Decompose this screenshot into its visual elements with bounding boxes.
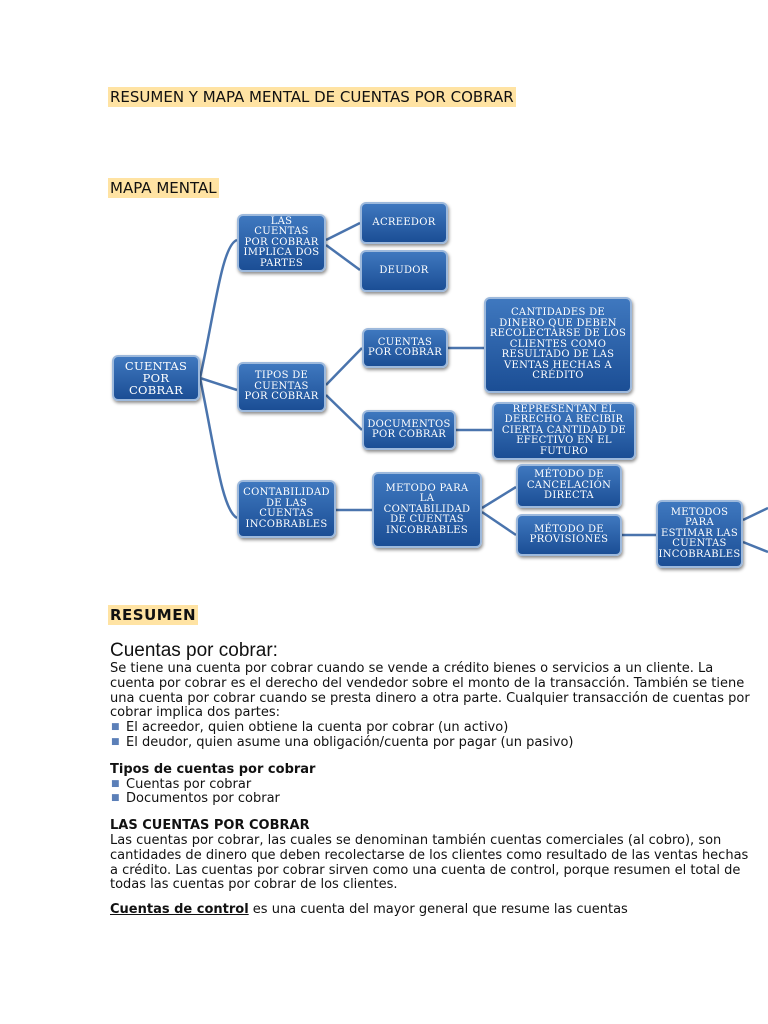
types-list <box>110 778 760 808</box>
bullet-icon: ■ <box>111 793 120 804</box>
list-item: ■ Cuentas por cobrar <box>111 776 252 792</box>
node-acreedor: ACREEDOR <box>360 202 448 244</box>
connector-root-tipos <box>200 378 237 390</box>
connector-estimar-offpage-1 <box>743 508 768 520</box>
bullet-icon: ■ <box>111 722 120 733</box>
types-heading: Tipos de cuentas por cobrar <box>110 761 316 777</box>
node-root: CUENTAS POR COBRAR <box>112 355 200 401</box>
node-metodo: METODO PARA LA CONTABILIDAD DE CUENTAS INCOBRABLES <box>372 472 482 548</box>
node-deudor: DEUDOR <box>360 250 448 292</box>
parties-list <box>110 721 760 751</box>
connector-implica-acreedor <box>326 223 360 240</box>
node-representan: REPRESENTAN EL DERECHO A RECIBIR CIERTA CANTIDAD DE EFECTIVO EN EL FUTURO <box>492 402 636 460</box>
bullet-icon: ■ <box>111 736 120 747</box>
node-estimar: METODOS PARA ESTIMAR LAS CUENTAS INCOBRABLES <box>656 500 743 568</box>
connector-metodo-cancelacion <box>482 487 516 508</box>
connector-metodo-provisiones <box>482 512 516 535</box>
summary-content <box>110 640 760 918</box>
node-provisiones: MÉTODO DE PROVISIONES <box>516 514 622 556</box>
las-cuentas-paragraph: Las cuentas por cobrar, las cuales se denominan también cuentas comerciales (al cobro), son cantidades de dinero que deben recolectarse de los clientes como resultado de las ventas hechas a crédito. Las cuentas por cobrar sirven como una cuenta de control, porque resumen el total de todas las cuentas por cobrar de los clientes. <box>110 832 749 893</box>
bullet-icon: ■ <box>111 778 120 789</box>
control-text: es una cuenta del mayor general que resume las cuentas <box>248 902 628 918</box>
node-documentos: DOCUMENTOS POR COBRAR <box>362 410 456 450</box>
list-item: ■ El acreedor, quien obtiene la cuenta por cobrar (un activo) <box>111 720 509 736</box>
connector-implica-deudor <box>326 245 360 270</box>
document-title: RESUMEN Y MAPA MENTAL DE CUENTAS POR COBRAR <box>110 88 514 106</box>
node-tipos: TIPOS DE CUENTAS POR COBRAR <box>237 362 326 412</box>
connector-tipos-documentos <box>326 395 362 430</box>
section-title: Cuentas por cobrar: <box>110 640 278 661</box>
node-contabilidad: CONTABILIDAD DE LAS CUENTAS INCOBRABLES <box>237 480 336 538</box>
las-cuentas-heading: LAS CUENTAS POR COBRAR <box>110 818 310 834</box>
control-paragraph <box>110 903 760 918</box>
node-cancelacion: MÉTODO DE CANCELACIÓN DIRECTA <box>516 464 622 508</box>
intro-paragraph: Se tiene una cuenta por cobrar cuando se vende a crédito bienes o servicios a un cliente. La cuenta por cobrar es el derecho del vendedor sobre el monto de la transacción. También se tiene una cuenta por cobrar cuando se presta dinero a otra parte. Cualquier transacción de cuentas por cobrar implica dos partes: <box>110 661 750 721</box>
connector-estimar-offpage-2 <box>743 542 768 552</box>
node-cuentas: CUENTAS POR COBRAR <box>362 328 448 368</box>
connector-root-contabilidad <box>200 378 237 518</box>
summary-heading: RESUMEN <box>110 606 197 624</box>
connector-root-implica <box>200 240 237 378</box>
mind-map-heading: MAPA MENTAL <box>110 179 217 197</box>
node-cantidades: CANTIDADES DE DINERO QUE DEBEN RECOLECTARSE DE LOS CLIENTES COMO RESULTADO DE LAS VENTAS HECHAS A CRÉDITO <box>484 297 632 393</box>
node-implica: LAS CUENTAS POR COBRAR IMPLICA DOS PARTES <box>237 214 326 272</box>
connector-tipos-cuentas <box>326 348 362 385</box>
control-term: Cuentas de control <box>110 902 249 918</box>
list-item: ■ El deudor, quien asume una obligación/cuenta por pagar (un pasivo) <box>111 734 574 750</box>
list-item: ■ Documentos por cobrar <box>111 791 280 807</box>
